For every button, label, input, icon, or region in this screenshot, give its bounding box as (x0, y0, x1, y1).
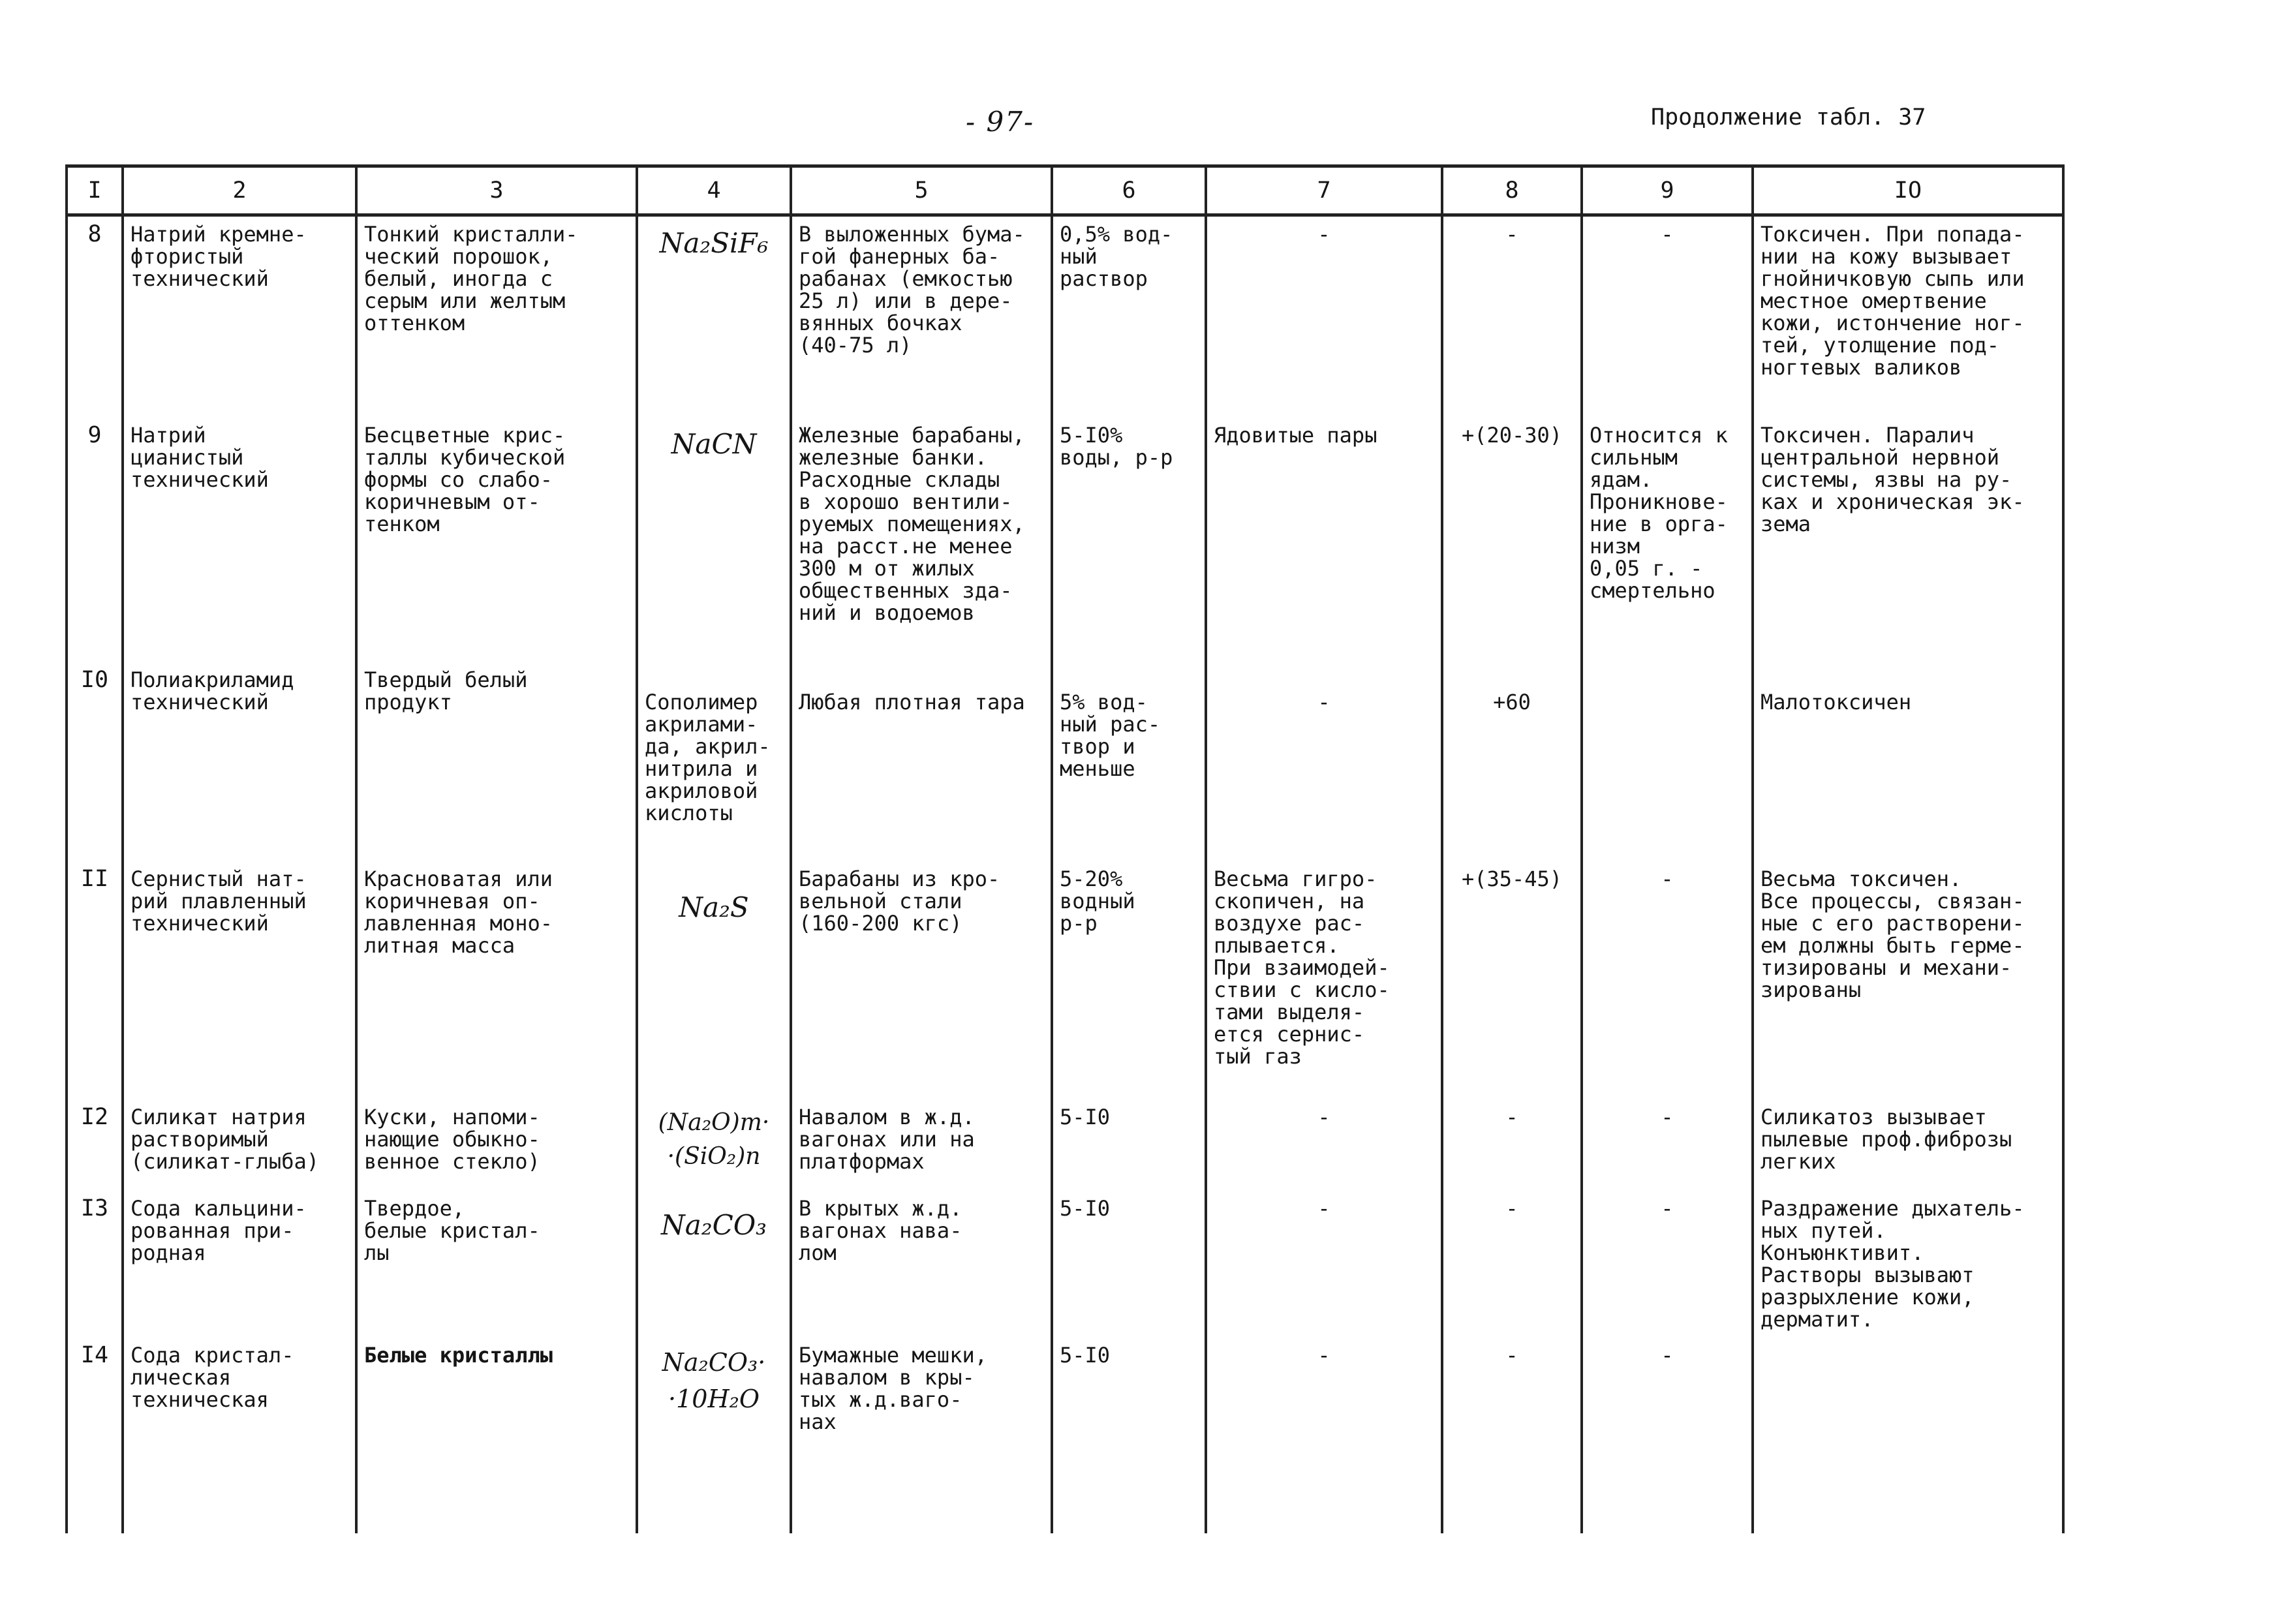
toxicity: Силикатоз вызывает пылевые проф.фиброзы легких (1753, 1099, 2063, 1191)
table-row (67, 1338, 2063, 1533)
chemicals-table (65, 164, 2065, 1533)
property: - (1206, 215, 1442, 418)
row-number: I4 (67, 1338, 123, 1533)
solution: 5-20% водный р-р (1052, 861, 1206, 1099)
poison-note: - (1582, 215, 1753, 418)
temperature: +60 (1442, 662, 1582, 861)
temperature: - (1442, 215, 1582, 418)
packaging: В выложенных бума- гой фанерных ба- рабанах (емкостью 25 л) или в дере- вянных бочках (40-75 л) (791, 215, 1052, 418)
column-header: 4 (637, 166, 791, 215)
substance-name: Сода кристал- лическая техническая (123, 1338, 356, 1533)
substance-description: Твердый белый продукт (356, 662, 637, 861)
substance-name: Силикат натрия растворимый (силикат-глыба) (123, 1099, 356, 1191)
table-row (67, 418, 2063, 662)
header-row (67, 166, 2063, 215)
temperature: - (1442, 1191, 1582, 1338)
chemical-formula: Na₂S (637, 861, 791, 1099)
table-row (67, 1099, 2063, 1191)
row-number: 8 (67, 215, 123, 418)
chemical-formula: Na₂SiF₆ (637, 215, 791, 418)
chemical-formula-text: Сополимер акрилами- да, акрил- нитрила и акриловой кислоты (637, 662, 791, 861)
substance-description: Тонкий кристалли- ческий порошок, белый, иногда с серым или желтым оттенком (356, 215, 637, 418)
substance-description: Твердое, белые кристал- лы (356, 1191, 637, 1338)
temperature: +(35-45) (1442, 861, 1582, 1099)
table-row (67, 662, 2063, 861)
substance-name: Натрий цианистый технический (123, 418, 356, 662)
solution: 5-I0 (1052, 1099, 1206, 1191)
packaging: Железные барабаны, железные банки. Расходные склады в хорошо вентили- руемых помещениях, на раcст.не менее 300 м от жилых общественных зда- ний и водоемов (791, 418, 1052, 662)
row-number: I3 (67, 1191, 123, 1338)
substance-description: Куски, напоми- нающие обыкно- венное стекло) (356, 1099, 637, 1191)
chemical-formula: (Na₂O)m· ·(SiO₂)n (637, 1099, 791, 1191)
solution: 5% вод- ный рас- твор и меньше (1052, 662, 1206, 861)
property: - (1206, 1338, 1442, 1533)
chemical-formula: Na₂CO₃ (637, 1191, 791, 1338)
property: Ядовитые пары (1206, 418, 1442, 662)
property: - (1206, 662, 1442, 861)
toxicity: Весьма токсичен. Все процессы, связан- ные с его растворени- ем должны быть герме- тизированы и механи- зированы (1753, 861, 2063, 1099)
page-number: - 97- (966, 106, 1035, 138)
row-number: II (67, 861, 123, 1099)
poison-note (1582, 662, 1753, 861)
row-number: 9 (67, 418, 123, 662)
column-header: 9 (1582, 166, 1753, 215)
column-header: 3 (356, 166, 637, 215)
table-row (67, 861, 2063, 1099)
table-continuation-label: Продолжение табл. 37 (1651, 104, 1926, 130)
column-header: 6 (1052, 166, 1206, 215)
packaging: В крытых ж.д. вагонах нава- лом (791, 1191, 1052, 1338)
toxicity: Токсичен. При попада- нии на кожу вызывает гнойничковую сыпь или местное омертвение кожи, истончение ног- тей, утолщение под- ногтевых валиков (1753, 215, 2063, 418)
property: Весьма гигро- скопичен, на воздухе рас- плывается. При взаимодей- ствии с кисло- тами выделя- ется сернис- тый газ (1206, 861, 1442, 1099)
packaging: Бумажные мешки, навалом в кры- тых ж.д.ваго- нах (791, 1338, 1052, 1533)
chemical-formula: Na₂CO₃· ·10H₂O (637, 1338, 791, 1533)
row-number: I0 (67, 662, 123, 861)
column-header: 8 (1442, 166, 1582, 215)
substance-name: Полиакриламид технический (123, 662, 356, 861)
row-number: I2 (67, 1099, 123, 1191)
substance-description: Бесцветные крис- таллы кубической формы со слабо- коричневым от- тенком (356, 418, 637, 662)
column-header: 2 (123, 166, 356, 215)
column-header: I (67, 166, 123, 215)
toxicity (1753, 1338, 2063, 1533)
property: - (1206, 1191, 1442, 1338)
packaging: Барабаны из кро- вельной стали (160-200 кгс) (791, 861, 1052, 1099)
temperature: +(20-30) (1442, 418, 1582, 662)
poison-note: - (1582, 1191, 1753, 1338)
packaging: Навалом в ж.д. вагонах или на платформах (791, 1099, 1052, 1191)
poison-note: - (1582, 1099, 1753, 1191)
poison-note: - (1582, 861, 1753, 1099)
substance-name: Сода кальцини- рованная при- родная (123, 1191, 356, 1338)
substance-description: Красноватая или коричневая оп- лавленная моно- литная масса (356, 861, 637, 1099)
toxicity: Раздражение дыхатель- ных путей. Конъюнктивит. Растворы вызывают разрыхление кожи, дерматит. (1753, 1191, 2063, 1338)
column-header: IO (1753, 166, 2063, 215)
table-row (67, 215, 2063, 418)
temperature: - (1442, 1099, 1582, 1191)
poison-note: Относится к сильным ядам. Проникнове- ние в орга- низм 0,05 г. - смертельно (1582, 418, 1753, 662)
column-header: 5 (791, 166, 1052, 215)
toxicity: Малотоксичен (1753, 662, 2063, 861)
substance-name: Натрий кремне- фтористый технический (123, 215, 356, 418)
temperature: - (1442, 1338, 1582, 1533)
solution: 5-I0 (1052, 1338, 1206, 1533)
property: - (1206, 1099, 1442, 1191)
substance-name: Сернистый нат- рий плавленный технический (123, 861, 356, 1099)
table-row (67, 1191, 2063, 1338)
substance-description: Белые кристаллы (356, 1338, 637, 1533)
chemical-formula: NaCN (637, 418, 791, 662)
solution: 5-I0 (1052, 1191, 1206, 1338)
solution: 0,5% вод- ный раствор (1052, 215, 1206, 418)
column-header: 7 (1206, 166, 1442, 215)
packaging: Любая плотная тара (791, 662, 1052, 861)
solution: 5-I0% воды, р-р (1052, 418, 1206, 662)
toxicity: Токсичен. Паралич центральной нервной системы, язвы на ру- ках и хроническая эк- зема (1753, 418, 2063, 662)
poison-note: - (1582, 1338, 1753, 1533)
